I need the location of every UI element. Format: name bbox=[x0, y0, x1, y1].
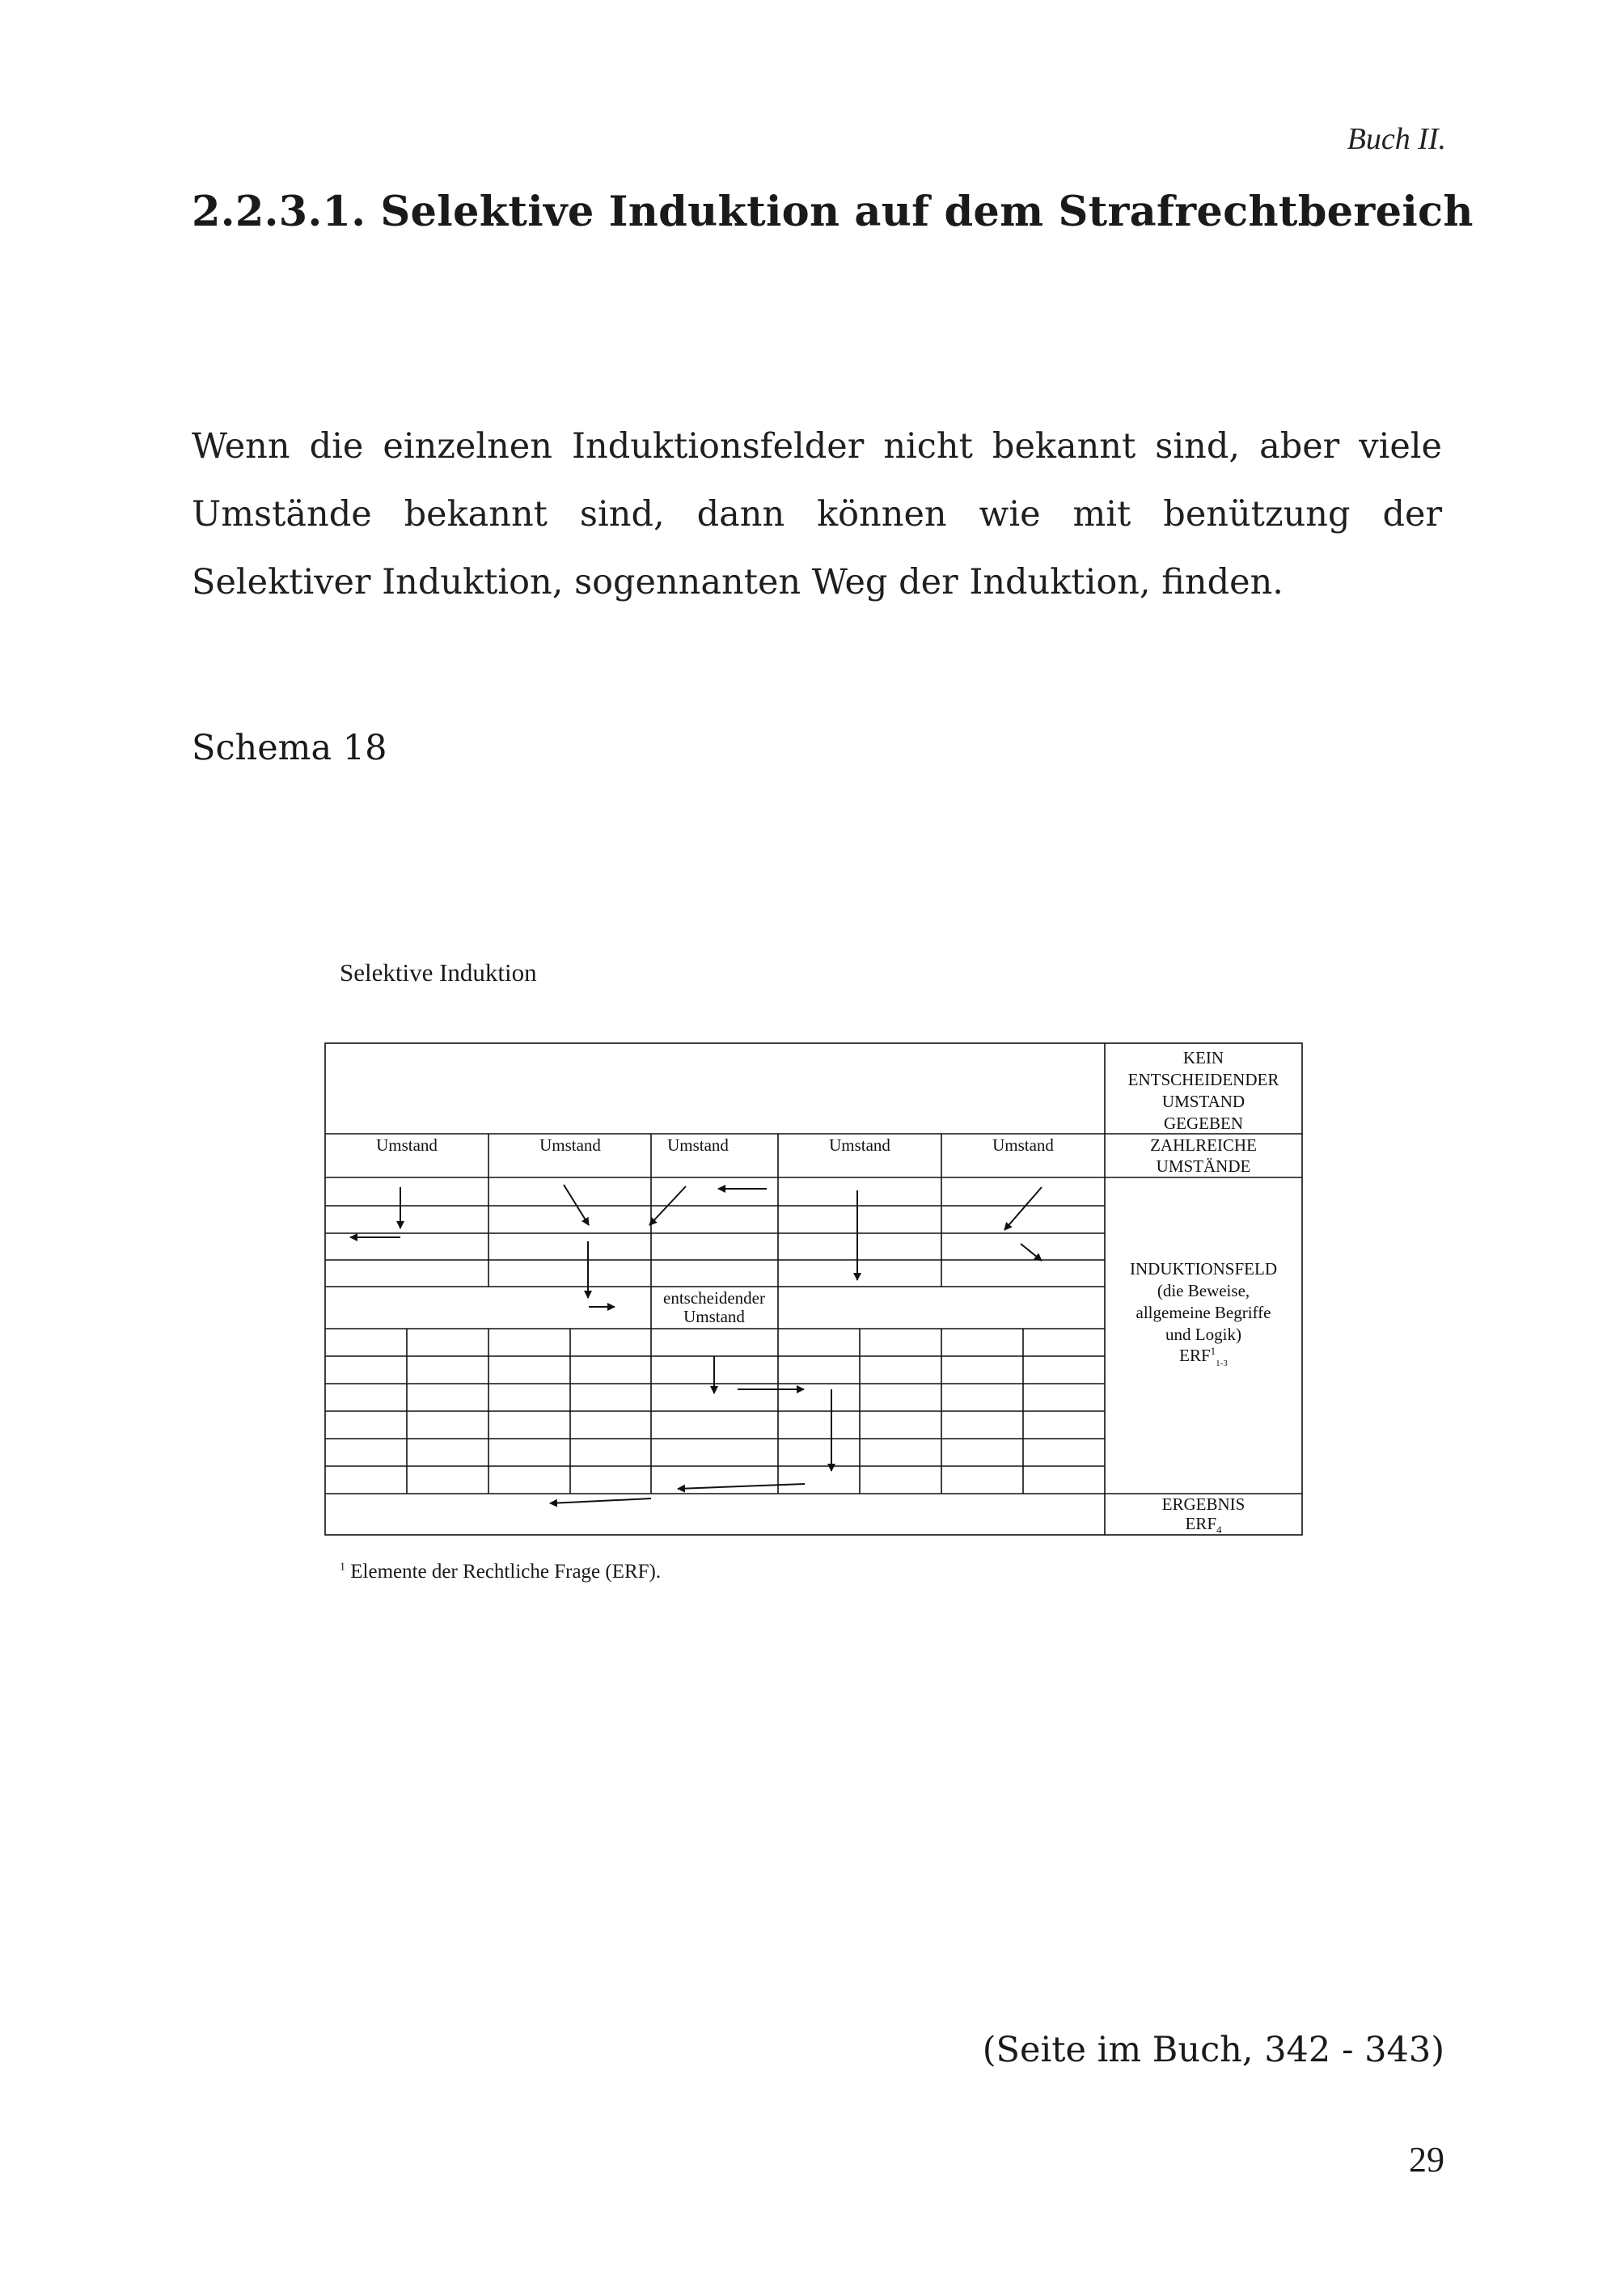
side-bottom-erf bbox=[1185, 1514, 1222, 1536]
source-reference: (Seite im Buch, 342 - 343) bbox=[982, 2030, 1444, 2070]
selective-induction-diagram bbox=[324, 950, 1318, 1605]
center-cell-line: entscheidender bbox=[663, 1288, 765, 1308]
side-top-line: GEGEBEN bbox=[1164, 1114, 1243, 1133]
side-middle-line: INDUKTIONSFELD bbox=[1130, 1259, 1277, 1279]
running-head: Buch II. bbox=[1347, 122, 1446, 156]
arrow-left bbox=[550, 1498, 651, 1503]
header-cell-umstand: Umstand bbox=[829, 1135, 890, 1155]
arrow-left bbox=[678, 1484, 805, 1489]
side-second-line: ZAHLREICHE bbox=[1150, 1135, 1257, 1155]
erf-superscript: 1 bbox=[1210, 1345, 1216, 1357]
diagram-footnote bbox=[340, 1561, 661, 1583]
erf-subscript: 1-3 bbox=[1216, 1359, 1228, 1368]
side-top-line: ENTSCHEIDENDER bbox=[1127, 1070, 1279, 1089]
side-middle-erf bbox=[1179, 1345, 1228, 1368]
erf-label: ERF bbox=[1179, 1346, 1211, 1365]
center-cell-line: Umstand bbox=[683, 1307, 745, 1326]
table-border bbox=[325, 1043, 1302, 1535]
diagram-table bbox=[324, 950, 1318, 1557]
side-middle-line: allgemeine Begriffe bbox=[1136, 1303, 1271, 1322]
header-cell-umstand: Umstand bbox=[667, 1135, 729, 1155]
footnote-marker: 1 bbox=[340, 1561, 345, 1574]
header-cell-umstand: Umstand bbox=[992, 1135, 1054, 1155]
side-top-line: UMSTAND bbox=[1161, 1092, 1245, 1111]
result-erf-label: ERF bbox=[1185, 1514, 1217, 1533]
side-middle-line: (die Beweise, bbox=[1157, 1281, 1250, 1300]
side-middle-line: und Logik) bbox=[1165, 1325, 1241, 1344]
arrow-diagonal bbox=[1004, 1187, 1042, 1230]
arrow-diagonal bbox=[1021, 1244, 1042, 1261]
section-title: 2.2.3.1. Selektive Induktion auf dem Strafrechtbereich bbox=[192, 188, 1474, 236]
side-top-line: KEIN bbox=[1182, 1048, 1224, 1067]
diagram-title: Selektive Induktion bbox=[340, 958, 537, 987]
header-cell-umstand: Umstand bbox=[376, 1135, 438, 1155]
arrow-diagonal bbox=[564, 1185, 589, 1225]
side-bottom-line: ERGEBNIS bbox=[1161, 1494, 1245, 1514]
footnote-text: Elemente der Rechtliche Frage (ERF). bbox=[350, 1561, 662, 1583]
side-second-line: UMSTÄNDE bbox=[1156, 1156, 1251, 1176]
result-erf-subscript: 4 bbox=[1216, 1524, 1222, 1536]
header-cell-umstand: Umstand bbox=[539, 1135, 601, 1155]
page-number: 29 bbox=[1409, 2140, 1444, 2179]
schema-label: Schema 18 bbox=[192, 728, 387, 768]
body-paragraph: Wenn die einzelnen Induktionsfelder nicht bekannt sind, aber viele Umstände bekannt sind, dann können wie mit benützung der Selektiver Induktion, sogennanten Weg der Induktion, finden. bbox=[192, 426, 1442, 602]
